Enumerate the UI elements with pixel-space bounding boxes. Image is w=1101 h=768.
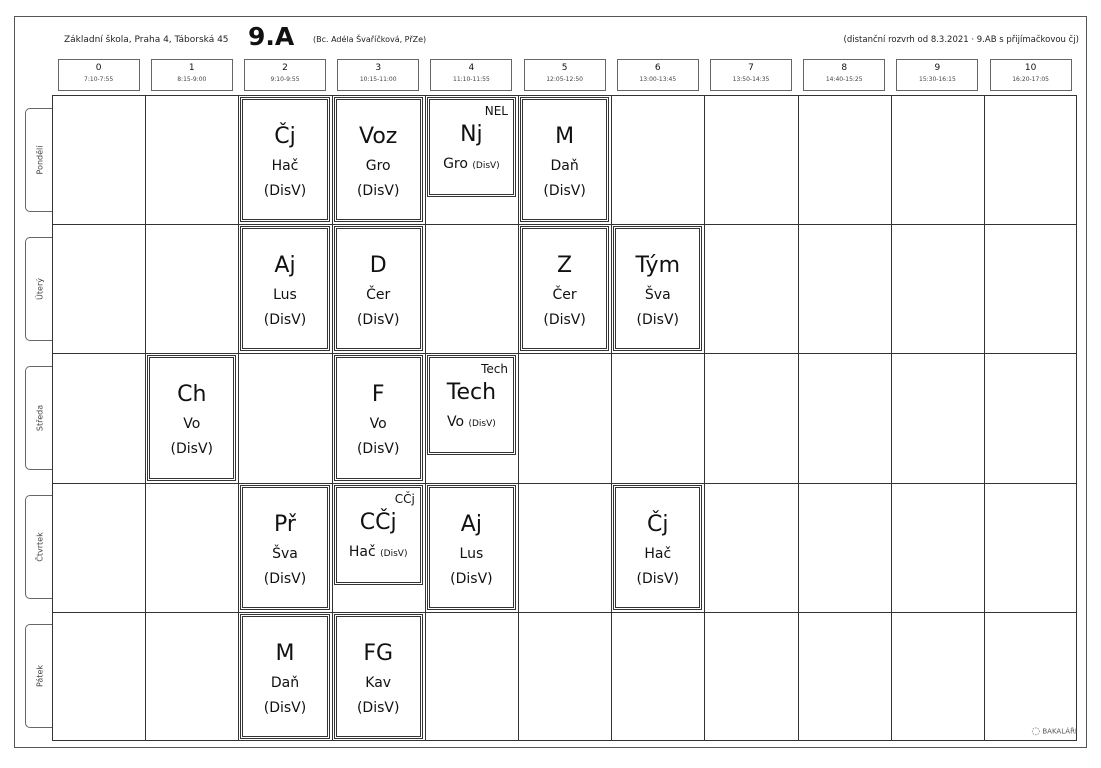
lesson-subject: CČj [359,509,397,535]
grid-vline [891,95,892,741]
lesson-room: (DisV) [450,570,493,587]
period-header-7 [710,59,792,91]
grid-hline [52,353,1077,354]
lesson-subject: Aj [460,511,482,537]
lesson-subject: Voz [359,124,398,149]
period-number: 7 [748,63,754,73]
period-header-0 [58,59,140,91]
period-time: 15:30-16:15 [919,76,956,83]
lesson-detail-line [337,544,420,563]
group-lesson-card[interactable] [427,97,516,197]
group-lesson-card[interactable] [334,485,423,585]
lesson-room: (DisV) [356,699,400,716]
lesson-subject: Z [557,253,573,279]
grid-vline [145,95,146,741]
period-number: 9 [934,63,941,73]
grid-vline [611,95,612,741]
lesson-room: (DisV) [263,312,307,329]
lesson-room: (DisV) [468,419,496,430]
lesson-card[interactable] [334,614,423,739]
period-header-5 [524,59,606,91]
lesson-subject: Nj [460,122,483,147]
lesson-card[interactable] [334,97,423,222]
day-label-0 [25,108,53,212]
bakalari-logo [1031,726,1077,737]
day-label-2 [25,366,53,470]
period-header-9 [896,59,978,91]
grid-hline [52,224,1077,225]
grid-vline [425,95,426,741]
lesson-group: Tech [481,362,508,377]
period-header-6 [617,59,699,91]
lesson-room: (DisV) [263,183,307,199]
lesson-room: (DisV) [170,441,214,458]
lesson-teacher: Hač [271,158,299,174]
day-name: Pátek [35,665,44,688]
grid-vline [704,95,705,741]
period-number: 4 [468,63,475,73]
lesson-teacher: Vo [183,416,201,433]
period-number: 3 [375,63,382,73]
period-time: 11:10-11:55 [453,76,490,83]
lesson-subject: Čj [274,124,296,149]
lesson-subject: M [275,640,295,666]
lesson-teacher: Daň [550,158,579,174]
lesson-group: CČj [394,491,415,506]
grid-vline [518,95,519,741]
day-name: Úterý [35,277,44,300]
lesson-card[interactable] [520,97,609,222]
lesson-room: (DisV) [263,699,307,716]
lesson-card[interactable] [147,355,236,480]
lesson-subject: Př [274,511,296,537]
lesson-teacher: Gro [365,158,391,174]
lesson-subject: D [369,253,387,279]
lesson-teacher: Šva [644,287,671,304]
lesson-detail-line [430,414,513,433]
lesson-room: (DisV) [636,312,680,329]
period-number: 6 [654,63,661,73]
lesson-group: NEL [484,104,508,118]
period-time: 7:10-7:55 [84,76,114,83]
lesson-room: (DisV) [263,570,307,587]
day-name: Středa [35,404,44,432]
period-time: 10:15-11:00 [359,76,397,83]
lesson-teacher: Vo [446,414,465,431]
period-number: 10 [1024,63,1037,73]
lesson-teacher: Gro [443,156,468,172]
period-header-4 [430,59,512,91]
lesson-card[interactable] [613,226,702,351]
lesson-teacher: Lus [459,545,484,562]
lesson-room: (DisV) [356,183,400,199]
day-label-4 [25,624,53,728]
period-number: 1 [188,63,195,73]
period-number: 5 [561,63,568,73]
lesson-card[interactable] [240,614,329,739]
lesson-room: (DisV) [356,312,400,329]
period-time: 13:00-13:45 [639,76,677,83]
lesson-teacher: Čer [366,287,391,304]
lesson-card[interactable] [240,226,329,351]
lesson-teacher: Hač [348,543,376,560]
class-teacher: (Bc. Adéla Švaříčková, PřZe) [313,35,427,44]
period-time: 9:10-9:55 [270,76,300,83]
lesson-card[interactable] [240,97,329,222]
grid-vline [984,95,985,741]
period-header-1 [151,59,233,91]
lesson-teacher: Lus [273,287,297,304]
grid-vline [332,95,333,741]
lesson-subject: F [371,382,385,408]
period-time: 8:15-9:00 [177,76,207,83]
lesson-teacher: Čer [552,287,577,304]
lesson-subject: Tým [635,253,681,279]
lesson-room: (DisV) [356,441,400,458]
period-header-10 [990,59,1072,91]
lesson-room: (DisV) [380,548,408,559]
period-time: 14:40-15:25 [825,76,863,83]
lesson-room: (DisV) [636,570,680,587]
lesson-teacher: Kav [365,674,392,691]
day-name: Čtvrtek [35,532,44,562]
lesson-detail-line [430,156,513,175]
lesson-teacher: Daň [270,674,300,691]
lesson-card[interactable] [334,355,423,480]
period-time: 13:50-14:35 [732,76,770,83]
lesson-card[interactable] [613,485,702,610]
period-number: 2 [282,63,288,73]
school-name: Základní škola, Praha 4, Táborská 45 [64,35,229,45]
timetable-note: (distanční rozvrh od 8.3.2021 · 9.AB s přijímačkovou čj) [843,35,1079,45]
lesson-subject: Tech [446,380,497,406]
lesson-teacher: Hač [644,545,672,562]
lesson-room: (DisV) [543,312,586,329]
lesson-subject: Čj [647,511,669,537]
lesson-subject: M [555,124,575,149]
lesson-subject: FG [363,640,394,666]
lesson-card[interactable] [334,226,423,351]
grid-vline [238,95,239,741]
day-label-1 [25,237,53,341]
period-time: 16:20-17:05 [1012,76,1049,83]
period-header-2 [244,59,326,91]
day-name: Pondělí [35,145,44,175]
lesson-teacher: Šva [272,545,298,562]
lesson-card[interactable] [427,485,516,610]
bakalari-logo-icon: ◌ [1031,726,1041,737]
grid-hline [52,483,1077,484]
day-label-3 [25,495,53,599]
group-lesson-card[interactable] [427,355,516,455]
period-header-8 [803,59,885,91]
period-time: 12:05-12:50 [546,76,583,83]
lesson-subject: Ch [177,382,207,408]
period-number: 0 [95,63,102,73]
lesson-teacher: Vo [369,416,387,433]
lesson-subject: Aj [274,253,296,279]
lesson-card[interactable] [520,226,609,351]
grid-hline [52,612,1077,613]
lesson-room: (DisV) [543,183,586,199]
period-header-3 [337,59,419,91]
bakalari-logo-text: BAKALÁŘI [1042,727,1077,736]
lesson-card[interactable] [240,485,329,610]
grid-vline [798,95,799,741]
lesson-room: (DisV) [472,161,500,171]
period-number: 8 [841,63,848,73]
class-title: 9.A [248,22,295,51]
